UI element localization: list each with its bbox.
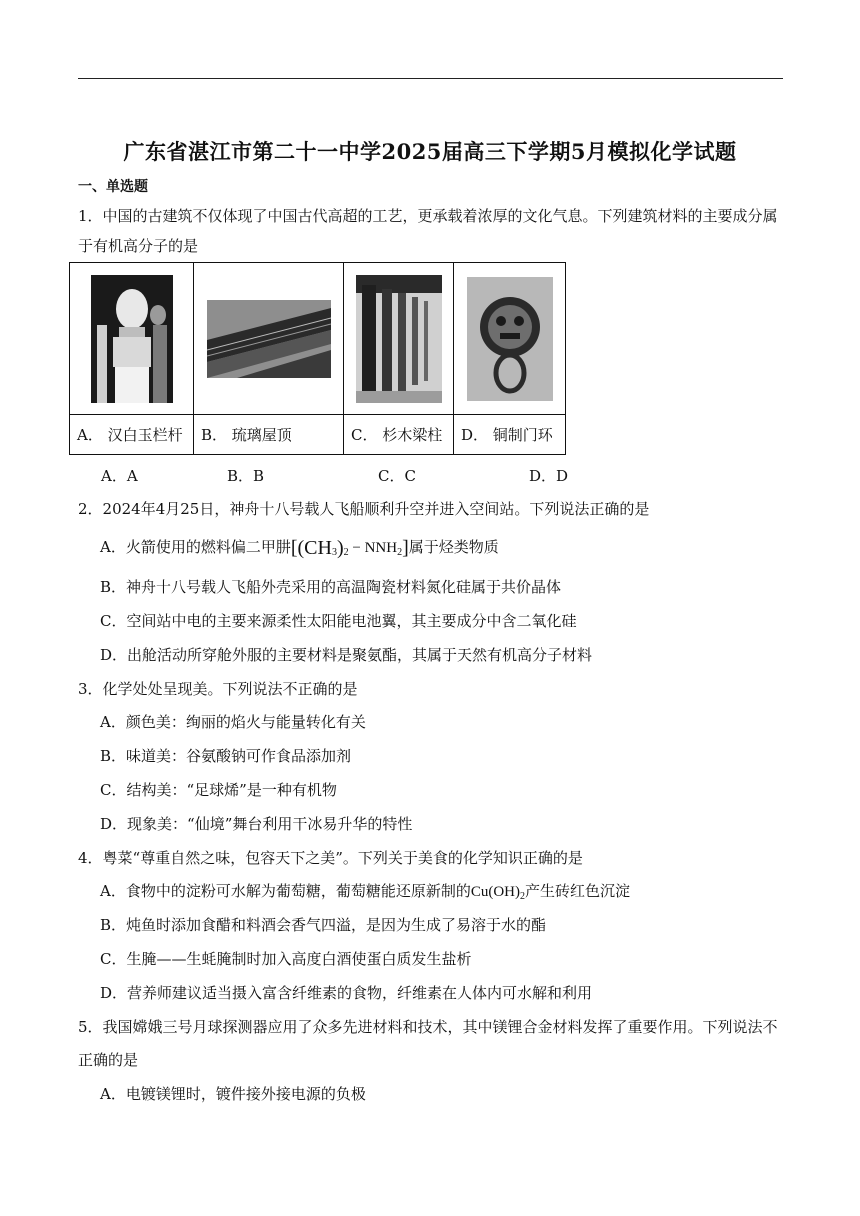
q1-label-c: C． 杉木梁柱 xyxy=(344,415,454,455)
q4-stem: 4．粤菜“尊重自然之味，包容天下之美”。下列关于美食的化学知识正确的是 xyxy=(78,849,583,867)
q1-image-cell-b xyxy=(194,263,344,415)
q2-option-a-suffix: 属于烃类物质 xyxy=(408,538,499,556)
q1-choice-b[interactable]: B．B xyxy=(227,467,265,485)
q2-option-a[interactable] xyxy=(100,536,499,560)
q1-image-cell-d xyxy=(454,263,566,415)
q3-option-c[interactable]: C．结构美：“足球烯”是一种有机物 xyxy=(100,781,337,799)
q4-option-b[interactable]: B．炖鱼时添加食醋和料酒会香气四溢，是因为生成了易溶于水的酯 xyxy=(100,916,547,934)
copper-knocker-photo xyxy=(467,277,553,401)
q1-image-cell-a xyxy=(70,263,194,415)
q5-option-a[interactable]: A．电镀镁锂时，镀件接外接电源的负极 xyxy=(100,1085,366,1103)
q1-image-cell-c xyxy=(344,263,454,415)
copper-hydroxide-formula: $Cu(OH)_2$ xyxy=(470,884,526,902)
q3-option-d[interactable]: D．现象美：“仙境”舞台利用干冰易升华的特性 xyxy=(100,815,413,833)
q4-option-a-prefix: A．食物中的淀粉可水解为葡萄糖，葡萄糖能还原新制的 xyxy=(100,882,471,900)
q1-choice-a[interactable]: A．A xyxy=(101,467,138,485)
q1-choice-d[interactable]: D．D xyxy=(529,467,569,485)
q3-option-a[interactable]: A．颜色美：绚丽的焰火与能量转化有关 xyxy=(100,713,366,731)
marble-railing-photo xyxy=(91,275,173,403)
q1-label-b: B． 琉璃屋顶 xyxy=(194,415,344,455)
glazed-roof-photo xyxy=(207,300,331,378)
fir-pillar-photo xyxy=(356,275,442,403)
q2-option-c[interactable]: C．空间站中电的主要来源柔性太阳能电池翼，其主要成分中含二氧化硅 xyxy=(100,612,577,630)
q1-choice-c[interactable]: C．C xyxy=(378,467,416,485)
q2-stem: 2．2024年4月25日，神舟十八号载人飞船顺利升空并进入空间站。下列说法正确的是 xyxy=(78,500,650,518)
q2-option-d[interactable]: D．出舱活动所穿舱外服的主要材料是聚氨酯，其属于天然有机高分子材料 xyxy=(100,646,593,664)
page-title: 广东省湛江市第二十一中学2025届高三下学期5月模拟化学试题 xyxy=(123,139,737,164)
q1-label-a: A． 汉白玉栏杆 xyxy=(70,415,194,455)
q1-image-table xyxy=(69,262,566,455)
q4-option-c[interactable]: C．生腌——生蚝腌制时加入高度白酒使蛋白质发生盐析 xyxy=(100,950,472,968)
q1-stem-line2: 于有机高分子的是 xyxy=(78,237,199,255)
q5-stem-line1: 5．我国嫦娥三号月球探测器应用了众多先进材料和技术，其中镁锂合金材料发挥了重要作用。下列说法不 xyxy=(78,1018,778,1036)
q5-stem-line2: 正确的是 xyxy=(78,1051,139,1069)
q2-option-b[interactable]: B．神舟十八号载人飞船外壳采用的高温陶瓷材料氮化硅属于共价晶体 xyxy=(100,578,562,596)
q3-option-b[interactable]: B．味道美：谷氨酸钠可作食品添加剂 xyxy=(100,747,352,765)
q4-option-a-suffix: 产生砖红色沉淀 xyxy=(525,882,631,900)
q3-stem: 3．化学处处呈现美。下列说法不正确的是 xyxy=(78,680,358,698)
hydrazine-formula: $[(CH_3)_2 - NNH_2]$ xyxy=(290,537,409,559)
section-heading: 一、单选题 xyxy=(78,179,148,195)
header-rule xyxy=(78,78,783,79)
q1-stem-line1: 1．中国的古建筑不仅体现了中国古代高超的工艺，更承载着浓厚的文化气息。下列建筑材料的主要成分属 xyxy=(78,207,778,225)
q2-option-a-prefix: A．火箭使用的燃料偏二甲肼 xyxy=(100,538,291,556)
q4-option-d[interactable]: D．营养师建议适当摄入富含纤维素的食物，纤维素在人体内可水解和利用 xyxy=(100,984,593,1002)
q4-option-a[interactable] xyxy=(100,880,630,902)
q1-label-d: D． 铜制门环 xyxy=(454,415,566,455)
